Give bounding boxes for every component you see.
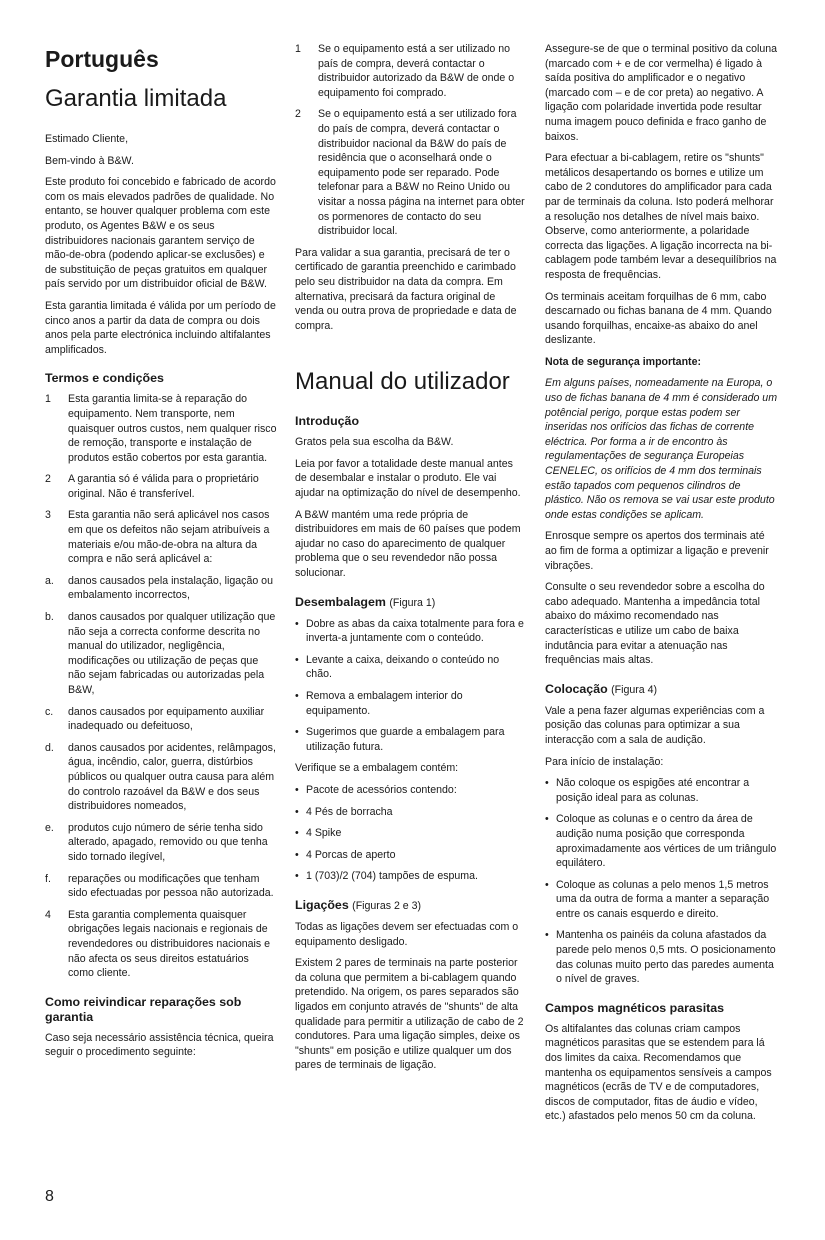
column-2 — [295, 42, 527, 1080]
list-item: 3 Esta garantia não será aplicável nos casos em que os defeitos não sejam atribuíveis a materiais e/ou mão-de-obra na altura da compra e não será aplicável a: — [45, 509, 270, 566]
introduction-p2: Leia por favor a totalidade deste manual antes de desembalar e instalar o produto. Ele vai ajudar na optimização do nível de desempenho. — [295, 457, 521, 500]
claims-validate: Para validar a sua garantia, precisará de ter o certificado de garantia preenchido e carimbado pelo seu distribuidor na data da compra. Em alternativa, precisará da factura original de venda ou outra prova de propriedade e data de compra. — [295, 246, 517, 332]
list-item: 4 Esta garantia complementa quaisquer obrigações legais nacionais e regionais de revendedores ou distribuidores nacionais e não afecta os seus direitos estatuários como cliente. — [45, 908, 270, 980]
bullet-icon: • — [545, 777, 549, 790]
placement-p2: Para início de instalação: — [545, 755, 664, 768]
list-item: • Mantenha os painéis da coluna afastados da parede pelo menos 0,5 mts. O posicionamento das colunas muito perto das paredes aumenta o nível de graves. — [545, 929, 776, 986]
connections-figure-ref: (Figuras 2 e 3) — [352, 899, 422, 912]
placement-p1: Vale a pena fazer algumas experiências com a posição das colunas para optimizar a sua interacção com a sala de audição. — [545, 704, 765, 746]
list-item: 2 Se o equipamento está a ser utilizado fora do país de compra, deverá contactar o distribuidor nacional da B&W do país de residência que o aconselhará onde o equipamento pode ser reparado. Pode telefonar para a B&W no Reino Unido ou visitar a nossa página na internet para obter os pormenores de contacto do seu distribuidor local. — [295, 108, 525, 238]
introduction-heading: Introdução — [295, 414, 360, 429]
bullet-icon: • — [295, 848, 299, 861]
connections-p4: Para efectuar a bi-cablagem, retire os "shunts" metálicos desapertando os bornes e utilize um cabo de 2 condutores do amplificador para cada par de terminais da coluna. Isto poderá melhorar a resolução nos detalhes de nível mais baixo. Observe, como anteriormente, a polaridade correcta das ligações. A ligação incorrecta na bi-cablagem pode também levar a desequilíbrios na resposta de frequências. — [545, 152, 777, 281]
warranty-intro-1: Este produto foi concebido e fabricado de acordo com os mais elevados padrões de qualidade. No entanto, se houver qualquer problema com este produto, os Agentes B&W e os seus distribuidores nacionais garantem serviço de mão-de-obra (podendo aplicar-se exclusões) e de substituição de peças gratuitos em qualquer país servido por um distribuidor oficial de B&W. — [45, 176, 276, 291]
placement-heading: Colocação (Figura 4) — [545, 681, 658, 696]
bullet-icon: • — [295, 617, 299, 630]
list-item: • Coloque as colunas a pelo menos 1,5 metros uma da outra de forma a manter a separação entre os canais esquerdo e direito. — [545, 878, 770, 920]
introduction-p1: Gratos pela sua escolha da B&W. — [295, 436, 454, 449]
page-number: 8 — [45, 1188, 54, 1205]
bullet-icon: • — [545, 878, 549, 891]
list-item: • 1 (703)/2 (704) tampões de espuma. — [295, 870, 478, 883]
list-item: 2 A garantia só é válida para o proprietário original. Não é transferível. — [45, 473, 259, 500]
connections-p6: Enrosque sempre os apertos dos terminais até ao fim de forma a optimizar a ligação e prevenir vibrações. — [545, 530, 769, 572]
list-item: f. reparações ou modificações que tenham sido efectuadas por pessoa não autorizada. — [45, 872, 274, 900]
connections-p1: Todas as ligações devem ser efectuadas com o equipamento desligado. — [295, 920, 519, 948]
list-item: • 4 Spike — [295, 827, 342, 840]
list-item: • Sugerimos que guarde a embalagem para utilização futura. — [295, 726, 505, 753]
list-item: • Remova a embalagem interior do equipamento. — [295, 690, 463, 717]
unpacking-heading: Desembalagem (Figura 1) — [295, 594, 436, 609]
safety-note-text: Em alguns países, nomeadamente na Europa, o uso de fichas banana de 4 mm é considerado um potêncial perigo, porque estas podem ser inseridas nos orifícios das fichas de corrente eléctrica. Por forma a ir de encontro às regulamentações de segurança Europeias CENELEC, os orifícios de 4 mm dos terminais estão tapados com pequenos cilindros de plástico. Não os remova se vai usar este produto onde estas condições se aplicam. — [545, 377, 778, 521]
list-item: • Levante a caixa, deixando o conteúdo no chão. — [295, 653, 500, 681]
list-item: • 4 Porcas de aperto — [295, 848, 396, 861]
column-3 — [545, 42, 778, 1131]
list-item: a. danos causados pela instalação, ligação ou embalamento incorrectos, — [45, 574, 273, 602]
bullet-icon: • — [295, 653, 299, 666]
list-item: • Coloque as colunas e o centro da área de audição numa posição que corresponda aproximadamente aos vértices de um triângulo equilátero. — [545, 813, 777, 870]
bullet-icon: • — [545, 929, 549, 942]
introduction-p3: A B&W mantém uma rede própria de distribuidores em mais de 60 países que podem ajudar no caso do aparecimento de qualquer problema que o seu revendedor não possa solucionar. — [295, 508, 521, 580]
unpacking-check: Verifique se a embalagem contém: — [295, 762, 459, 775]
bullet-icon: • — [295, 870, 299, 883]
safety-note-heading: Nota de segurança importante: — [545, 355, 701, 368]
bullet-icon: • — [295, 827, 299, 840]
connections-heading: Ligações (Figuras 2 e 3) — [295, 897, 422, 912]
list-item: • Não coloque os espigões até encontrar a posição ideal para as colunas. — [545, 777, 750, 804]
claims-intro: Caso seja necessário assistência técnica, queira seguir o procedimento seguinte: — [45, 1031, 274, 1059]
terms-heading: Termos e condições — [45, 371, 164, 386]
magnetic-p1: Os altifalantes das colunas criam campos magnéticos parasitas que se estendem para lá dos limites da caixa. Recomendamos que mantenha os equipamentos sensíveis a campos magnéticos (ecrãs de TV e de computadores, discos de computador, fitas de áudio e vídeo, etc.) afastados pelo menos 50 cm da coluna. — [545, 1022, 772, 1123]
column-1 — [45, 42, 277, 1067]
warranty-intro-2: Esta garantia limitada é válida por um período de cinco anos a partir da data de compra ou dois anos pela parte electrónica incluindo altifalantes amplificados. — [45, 299, 276, 356]
magnetic-heading: Campos magnéticos parasitas — [545, 1000, 725, 1015]
bullet-icon: • — [295, 690, 299, 702]
greeting: Estimado Cliente, — [45, 133, 129, 145]
bullet-icon: • — [295, 783, 299, 796]
list-item: d. danos causados por acidentes, relâmpagos, água, incêndio, calor, guerra, distúrbios públicos ou qualquer outra causa para além do controlo razoável da B&W e dos seus distribuidores nomeados, — [45, 741, 276, 813]
language-heading: Português — [45, 46, 159, 72]
manual-title: Manual do utilizador — [295, 368, 510, 396]
list-item: • Dobre as abas da caixa totalmente para fora e inverta-a juntamente com o conteúdo. — [295, 617, 524, 645]
list-item: c. danos causados por equipamento auxiliar inadequado ou defeituoso, — [45, 705, 265, 733]
connections-p5: Os terminais aceitam forquilhas de 6 mm, cabo descarnado ou fichas banana de 4 mm. Quando usando forquilhas, encaixe-as abaixo do anel deslizante. — [545, 290, 772, 347]
placement-figure-ref: (Figura 4) — [611, 683, 658, 696]
bullet-icon: • — [545, 813, 549, 826]
connections-p3: Assegure-se de que o terminal positivo da coluna (marcado com + e de cor vermelha) é ligado à saída positiva do amplificador e o negativo (marcado com – e de cor preta) ao negativo. A ligação com polaridade invertida pode resultar numa imagem pouco definida e fraco ganho de baixos. — [545, 43, 778, 143]
list-item: • 4 Pés de borracha — [295, 805, 393, 818]
warranty-title: Garantia limitada — [45, 85, 227, 112]
connections-p2: Existem 2 pares de terminais na parte posterior da coluna que permitem a bi-cablagem quando pretendido. Na origem, os pares separados são ligados em conjunto através de "shunts" de alta qualidade para permitir a utilização de cabo de 2 condutores. Para uma ligação simples, deixe os "shunts" em posição e utilize qualquer um dos pares de terminais de ligação. — [295, 957, 524, 1072]
list-item: e. produtos cujo número de série tenha sido alterado, apagado, removido ou que tenha sido tornado ilegível, — [45, 821, 268, 863]
unpacking-figure-ref: (Figura 1) — [389, 596, 436, 609]
list-item: • Pacote de acessórios contendo: — [295, 783, 457, 796]
bullet-icon: • — [295, 805, 299, 818]
bullet-icon: • — [295, 726, 299, 739]
welcome: Bem-vindo à B&W. — [45, 154, 134, 167]
list-item: 1 Esta garantia limita-se à reparação do equipamento. Nem transporte, nem quaisquer outros custos, nem qualquer risco de remoção, transporte e instalação de produtos estão cobertos por esta garantia. — [45, 393, 277, 464]
claims-heading: Como reivindicar reparações sob garantia — [45, 994, 242, 1024]
connections-p7: Consulte o seu revendedor sobre a escolha do cabo adequado. Mantenha a impedância total abaixo do máximo recomendado nas características e utilize um cabo de baixa indutância para evitar a atenuação nas frequências mais altas. — [545, 581, 765, 667]
list-item: b. danos causados por qualquer utilização que não seja a correcta conforme descrita no manual do utilizador, negligência, modificações ou utilização de peças que não sejam fabricadas ou autorizadas pela B&W, — [45, 611, 276, 696]
list-item: 1 Se o equipamento está a ser utilizado no país de compra, deverá contactar o distribuidor autorizado da B&W de onde o equipamento foi comprado. — [295, 43, 515, 99]
